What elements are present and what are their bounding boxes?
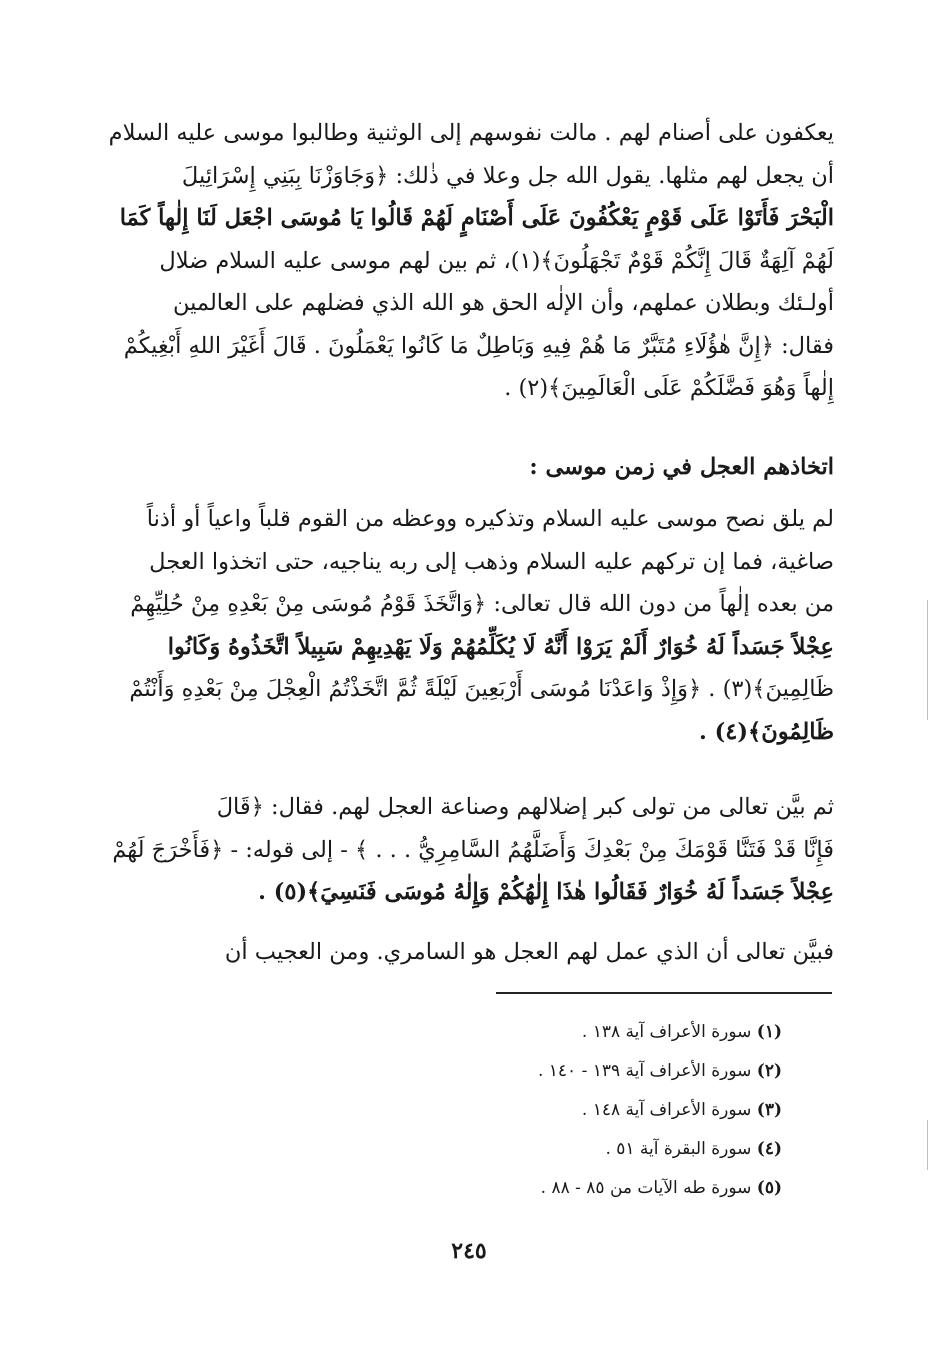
text-line: لم يلق نصح موسى عليه السلام وتذكيره ووعظه من القوم قلباً واعياً أو أذناً	[146, 506, 834, 532]
footnote-text: سورة طه الآيات من ٨٥ - ٨٨ .	[540, 1178, 752, 1198]
quran-verse-line: الْبَحْرَ فَأَتَوْا عَلَى قَوْمٍ يَعْكُفُونَ عَلَى أَصْنَامٍ لَهُمْ قَالُوا يَا مُوسَى اجْعَل لَنَا إِلٰهاً كَمَا	[119, 205, 834, 231]
footnote-text: سورة الأعراف آية ١٣٨ .	[581, 1022, 752, 1042]
text-line: ثم بيَّن تعالى من تولى كبر إضلالهم وصناعة العجل لهم. فقال: ﴿قَالَ	[216, 794, 834, 820]
text-line: أولـئك وبطلان عملهم، وأن الإلٰه الحق هو الله الذي فضلهم على العالمين	[173, 290, 834, 316]
paragraph-2	[104, 498, 834, 753]
section-heading: اتخاذهم العجل في زمن موسى :	[529, 454, 834, 480]
text-line: فَإِنَّا قَدْ فَتَنَّا قَوْمَكَ مِنْ بَعْدِكَ وَأَضَلَّهُمُ السَّامِرِيُّ . . . ﴾ - إلى قوله: - ﴿فَأَخْرَجَ لَهُمْ	[112, 836, 834, 863]
quran-verse-line: عِجْلاً جَسَداً لَهُ خُوَارٌ أَلَمْ يَرَوْا أَنَّهُ لَا يُكَلِّمُهُمْ وَلَا يَهْدِيهِمْ سَبِيلاً اتَّخَذُوهُ وَكَانُوا	[167, 633, 834, 660]
text-line: فبيَّن تعالى أن الذي عمل لهم العجل هو السامري. ومن العجيب أن	[224, 939, 834, 965]
footnote-number: (٤)	[756, 1139, 782, 1159]
footnote-number: (٢)	[756, 1061, 782, 1081]
footnote-5	[362, 1169, 782, 1208]
footnote-number: (٣)	[756, 1100, 782, 1120]
text-line: صاغية، فما إن تركهم عليه السلام وذهب إلى ربه يناجيه، حتى اتخذوا العجل	[149, 548, 834, 575]
text-line: ظَالِمِينَ﴾(٣) . ﴿وَإِذْ وَاعَدْنَا مُوسَى أَرْبَعِينَ لَيْلَةً ثُمَّ اتَّخَذْتُمُ الْعِجْلَ مِنْ بَعْدِهِ وَأَنْتُمْ	[129, 676, 834, 702]
footnote-4	[362, 1130, 782, 1169]
footnote-text: سورة الأعراف آية ١٤٨ .	[581, 1100, 752, 1120]
footnote-number: (١)	[756, 1022, 782, 1042]
text-line: فقال: ﴿إِنَّ هٰؤُلَاءِ مُتَبَّرٌ مَا هُمْ فِيهِ وَبَاطِلٌ مَا كَانُوا يَعْمَلُونَ . قَالَ أَغَيْرَ اللهِ أَبْغِيكُمْ	[123, 332, 834, 359]
footnote-separator	[496, 992, 832, 994]
text-line: لَهُمْ آلِهَةٌ قَالَ إِنَّكُمْ قَوْمٌ تَجْهَلُونَ﴾(١)، ثم بين لهم موسى عليه السلام ضلال	[159, 247, 834, 274]
text-line: إِلٰهاً وَهُوَ فَضَّلَكُمْ عَلَى الْعَالَمِينَ﴾(٢) .	[504, 375, 834, 401]
paragraph-1	[104, 112, 834, 410]
text-line: أن يجعل لهم مثلها. يقول الله جل وعلا في ذٰلك: ﴿وَجَاوَزْنَا بِبَنِي إِسْرَائِيلَ	[181, 162, 834, 189]
quran-verse-line: عِجْلاً جَسَداً لَهُ خُوَارٌ فَقَالُوا هٰذَا إِلٰهُكُمْ وَإِلٰهُ مُوسَى فَنَسِيَ﴾(٥) .	[258, 879, 834, 905]
footnote-text: سورة البقرة آية ٥١ .	[605, 1139, 752, 1159]
scan-edge-mark	[927, 1120, 928, 1170]
footnotes	[362, 1013, 782, 1208]
text-line: يعكفون على أصنام لهم . مالت نفوسهم إلى الوثنية وطالبوا موسى عليه السلام	[108, 120, 834, 146]
text-line: من بعده إلٰهاً من دون الله قال تعالى: ﴿وَاتَّخَذَ قَوْمُ مُوسَى مِنْ بَعْدِهِ مِنْ حُلِيِّهِمْ	[130, 591, 834, 617]
footnote-number: (٥)	[756, 1178, 782, 1198]
paragraph-4	[104, 931, 834, 974]
page-number: ٢٤٥	[451, 1238, 487, 1264]
footnote-3	[362, 1091, 782, 1130]
paragraph-3	[104, 786, 834, 914]
footnote-text: سورة الأعراف آية ١٣٩ - ١٤٠ .	[537, 1061, 752, 1081]
scan-edge-mark	[927, 600, 928, 720]
quran-verse-line: ظَالِمُونَ﴾(٤) .	[698, 718, 834, 745]
footnote-2	[362, 1052, 782, 1091]
footnote-1	[362, 1013, 782, 1052]
